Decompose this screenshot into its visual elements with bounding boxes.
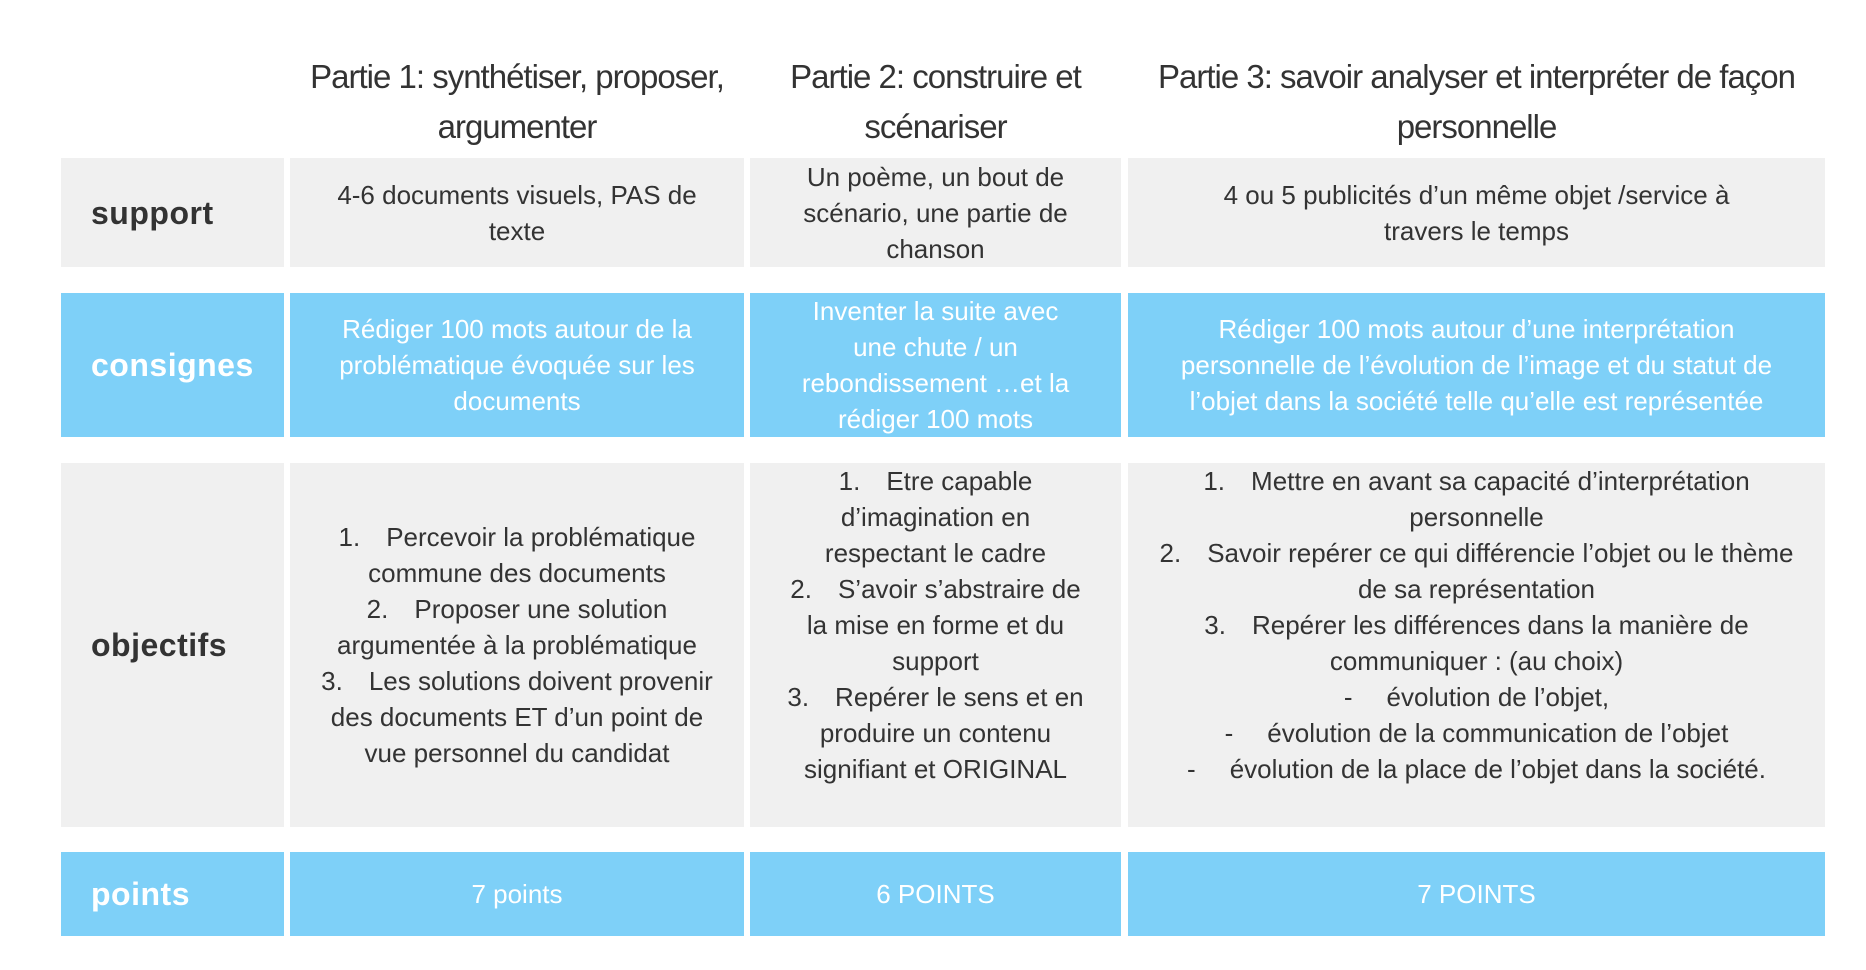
list-item-text: évolution de la communication de l’objet xyxy=(1267,718,1729,748)
list-item xyxy=(1158,535,1795,607)
consignes-cell-3-text: Rédiger 100 mots autour d’une interprétation personnelle de l’évolution de l’image et du statut de l’objet dans la société telle qu’elle est représentée xyxy=(1180,314,1773,416)
list-marker: 3. xyxy=(321,666,343,696)
list-item-text: évolution de l’objet, xyxy=(1386,682,1610,712)
points-cell-2 xyxy=(750,852,1121,936)
list-item xyxy=(312,591,722,663)
objectifs-list-2 xyxy=(750,463,1121,787)
list-item-text: évolution de la place de l’objet dans la société. xyxy=(1229,754,1766,784)
list-marker: - xyxy=(1224,718,1234,748)
consignes-cell-1-text: Rédiger 100 mots autour de la problématique évoquée sur les documents xyxy=(339,314,695,416)
header-partie-3-text: Partie 3: savoir analyser et interpréter de façon personnelle xyxy=(1157,58,1796,145)
points-cell-3 xyxy=(1128,852,1825,936)
list-marker: - xyxy=(1343,682,1353,712)
points-cell-1-text: 7 points xyxy=(471,879,563,909)
list-item xyxy=(1158,463,1795,535)
list-item xyxy=(784,463,1087,571)
list-item xyxy=(784,571,1087,679)
support-cell-2-text: Un poème, un bout de scénario, une partie de chanson xyxy=(803,161,1068,264)
support-cell-1 xyxy=(290,158,744,267)
objectifs-list-1 xyxy=(290,519,744,771)
row-label-objectifs xyxy=(61,463,284,827)
list-marker: 1. xyxy=(838,466,861,496)
support-cell-1-text: 4-6 documents visuels, PAS de texte xyxy=(337,179,697,246)
row-label-consignes xyxy=(61,293,284,437)
list-marker: 1. xyxy=(1203,466,1226,496)
list-item-text: Mettre en avant sa capacité d’interprétation personnelle xyxy=(1251,466,1750,532)
list-marker: 2. xyxy=(1159,538,1182,568)
header-partie-3 xyxy=(1128,48,1825,156)
list-item xyxy=(1158,715,1795,751)
list-item-text: Repérer les différences dans la manière de communiquer : (au choix) xyxy=(1251,610,1749,676)
consignes-cell-2 xyxy=(750,293,1121,437)
list-item-text: Etre capable d’imagination en respectant le cadre xyxy=(824,466,1047,568)
support-cell-2 xyxy=(750,158,1121,267)
points-cell-2-text: 6 POINTS xyxy=(876,879,995,909)
row-label-consignes-text: consignes xyxy=(91,347,254,383)
consignes-cell-2-text: Inventer la suite avec une chute / un rebondissement …et la rédiger 100 mots xyxy=(801,296,1070,434)
support-cell-3-text: 4 ou 5 publicités d’un même objet /service à travers le temps xyxy=(1223,179,1730,246)
list-item-text: S’avoir s’abstraire de la mise en forme et du support xyxy=(806,574,1081,676)
row-label-points xyxy=(61,852,284,936)
consignes-cell-3 xyxy=(1128,293,1825,437)
list-item xyxy=(312,519,722,591)
list-item xyxy=(1158,679,1795,715)
list-item xyxy=(1158,607,1795,679)
list-item-text: Repérer le sens et en produire un contenu signifiant et ORIGINAL xyxy=(804,682,1084,784)
list-item-text: Savoir repérer ce qui différencie l’objet ou le thème de sa représentation xyxy=(1207,538,1794,604)
list-marker: 2. xyxy=(790,574,812,604)
row-label-support xyxy=(61,158,284,267)
list-marker: 3. xyxy=(1204,610,1226,640)
list-item-text: Proposer une solution argumentée à la problématique xyxy=(337,594,697,660)
list-item-text: Percevoir la problématique commune des documents xyxy=(368,522,696,588)
header-partie-2 xyxy=(750,48,1121,156)
objectifs-list-3 xyxy=(1128,463,1825,787)
row-label-points-text: points xyxy=(91,876,190,912)
list-marker: 3. xyxy=(787,682,810,712)
consignes-cell-1 xyxy=(290,293,744,437)
list-item xyxy=(312,663,722,771)
list-item xyxy=(784,679,1087,787)
list-marker: 2. xyxy=(366,594,389,624)
row-label-objectifs-text: objectifs xyxy=(91,627,228,663)
list-marker: - xyxy=(1187,754,1196,784)
list-item xyxy=(1158,751,1795,787)
objectifs-cell-2 xyxy=(750,463,1121,827)
objectifs-cell-1 xyxy=(290,463,744,827)
list-marker: 1. xyxy=(338,522,361,552)
header-partie-1 xyxy=(290,48,744,156)
support-cell-3 xyxy=(1128,158,1825,267)
objectifs-cell-3 xyxy=(1128,463,1825,827)
header-partie-1-text: Partie 1: synthétiser, proposer, argumenter xyxy=(310,58,724,145)
points-cell-3-text: 7 POINTS xyxy=(1417,879,1536,909)
row-label-support-text: support xyxy=(91,194,214,231)
points-cell-1 xyxy=(290,852,744,936)
header-partie-2-text: Partie 2: construire et scénariser xyxy=(790,58,1081,145)
list-item-text: Les solutions doivent provenir des documents ET d’un point de vue personnel du candidat xyxy=(330,666,713,768)
